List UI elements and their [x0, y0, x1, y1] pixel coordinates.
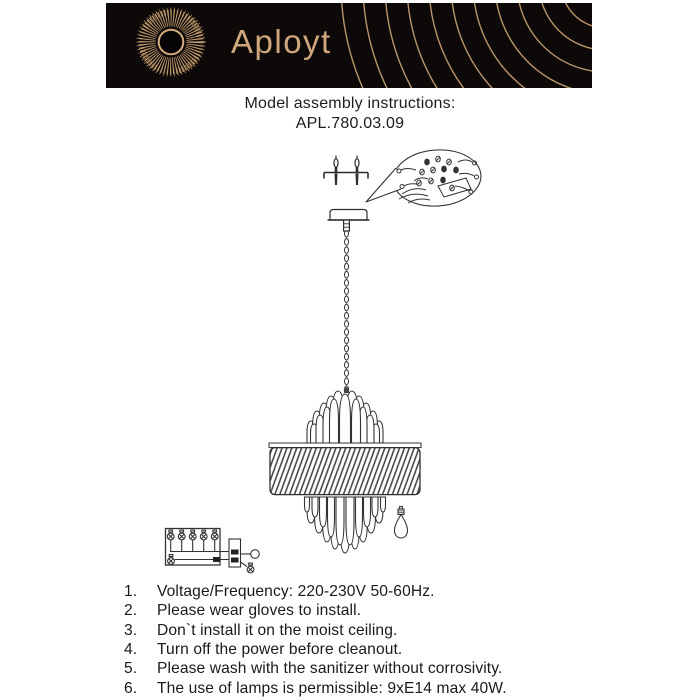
brand-wordmark: Aployt — [231, 23, 332, 60]
ring-terminal-icon — [251, 550, 260, 559]
drum-shade — [269, 443, 421, 495]
item-number: 5. — [124, 660, 138, 678]
candle-bulb-icon — [395, 507, 408, 539]
item-number: 2. — [124, 602, 138, 620]
item-number: 1. — [124, 583, 138, 600]
mounting-screws-icon — [324, 156, 368, 186]
item-text: Don`t install it on the moist ceiling. — [157, 621, 398, 639]
instructions-list — [121, 582, 599, 698]
instruction-item — [121, 582, 599, 601]
instruction-item — [121, 621, 599, 640]
item-text: The use of lamps is permissible: 9xE14 max 40W. — [157, 679, 507, 697]
item-text: Voltage/Frequency: 220-230V 50-60Hz. — [157, 583, 435, 600]
instruction-item — [121, 659, 599, 678]
installation-callout — [366, 147, 483, 209]
model-number: APL.780.03.09 — [295, 114, 405, 132]
ceiling-canopy — [328, 210, 370, 232]
item-number: 6. — [124, 679, 138, 697]
instruction-item — [121, 679, 599, 698]
crystal-pendants — [305, 497, 386, 553]
item-number: 3. — [124, 621, 138, 639]
page-title: Model assembly instructions: — [244, 95, 456, 112]
item-text: Turn off the power before cleanout. — [157, 641, 403, 659]
crystal-crown — [307, 391, 383, 444]
suspension-chain — [343, 231, 350, 393]
wiring-diagram — [166, 529, 260, 573]
item-text: Please wear gloves to install. — [157, 602, 362, 620]
item-text: Please wash with the sanitizer without corrosivity. — [157, 660, 503, 678]
instruction-item — [121, 640, 599, 659]
instruction-item — [121, 601, 599, 620]
item-number: 4. — [124, 641, 138, 659]
